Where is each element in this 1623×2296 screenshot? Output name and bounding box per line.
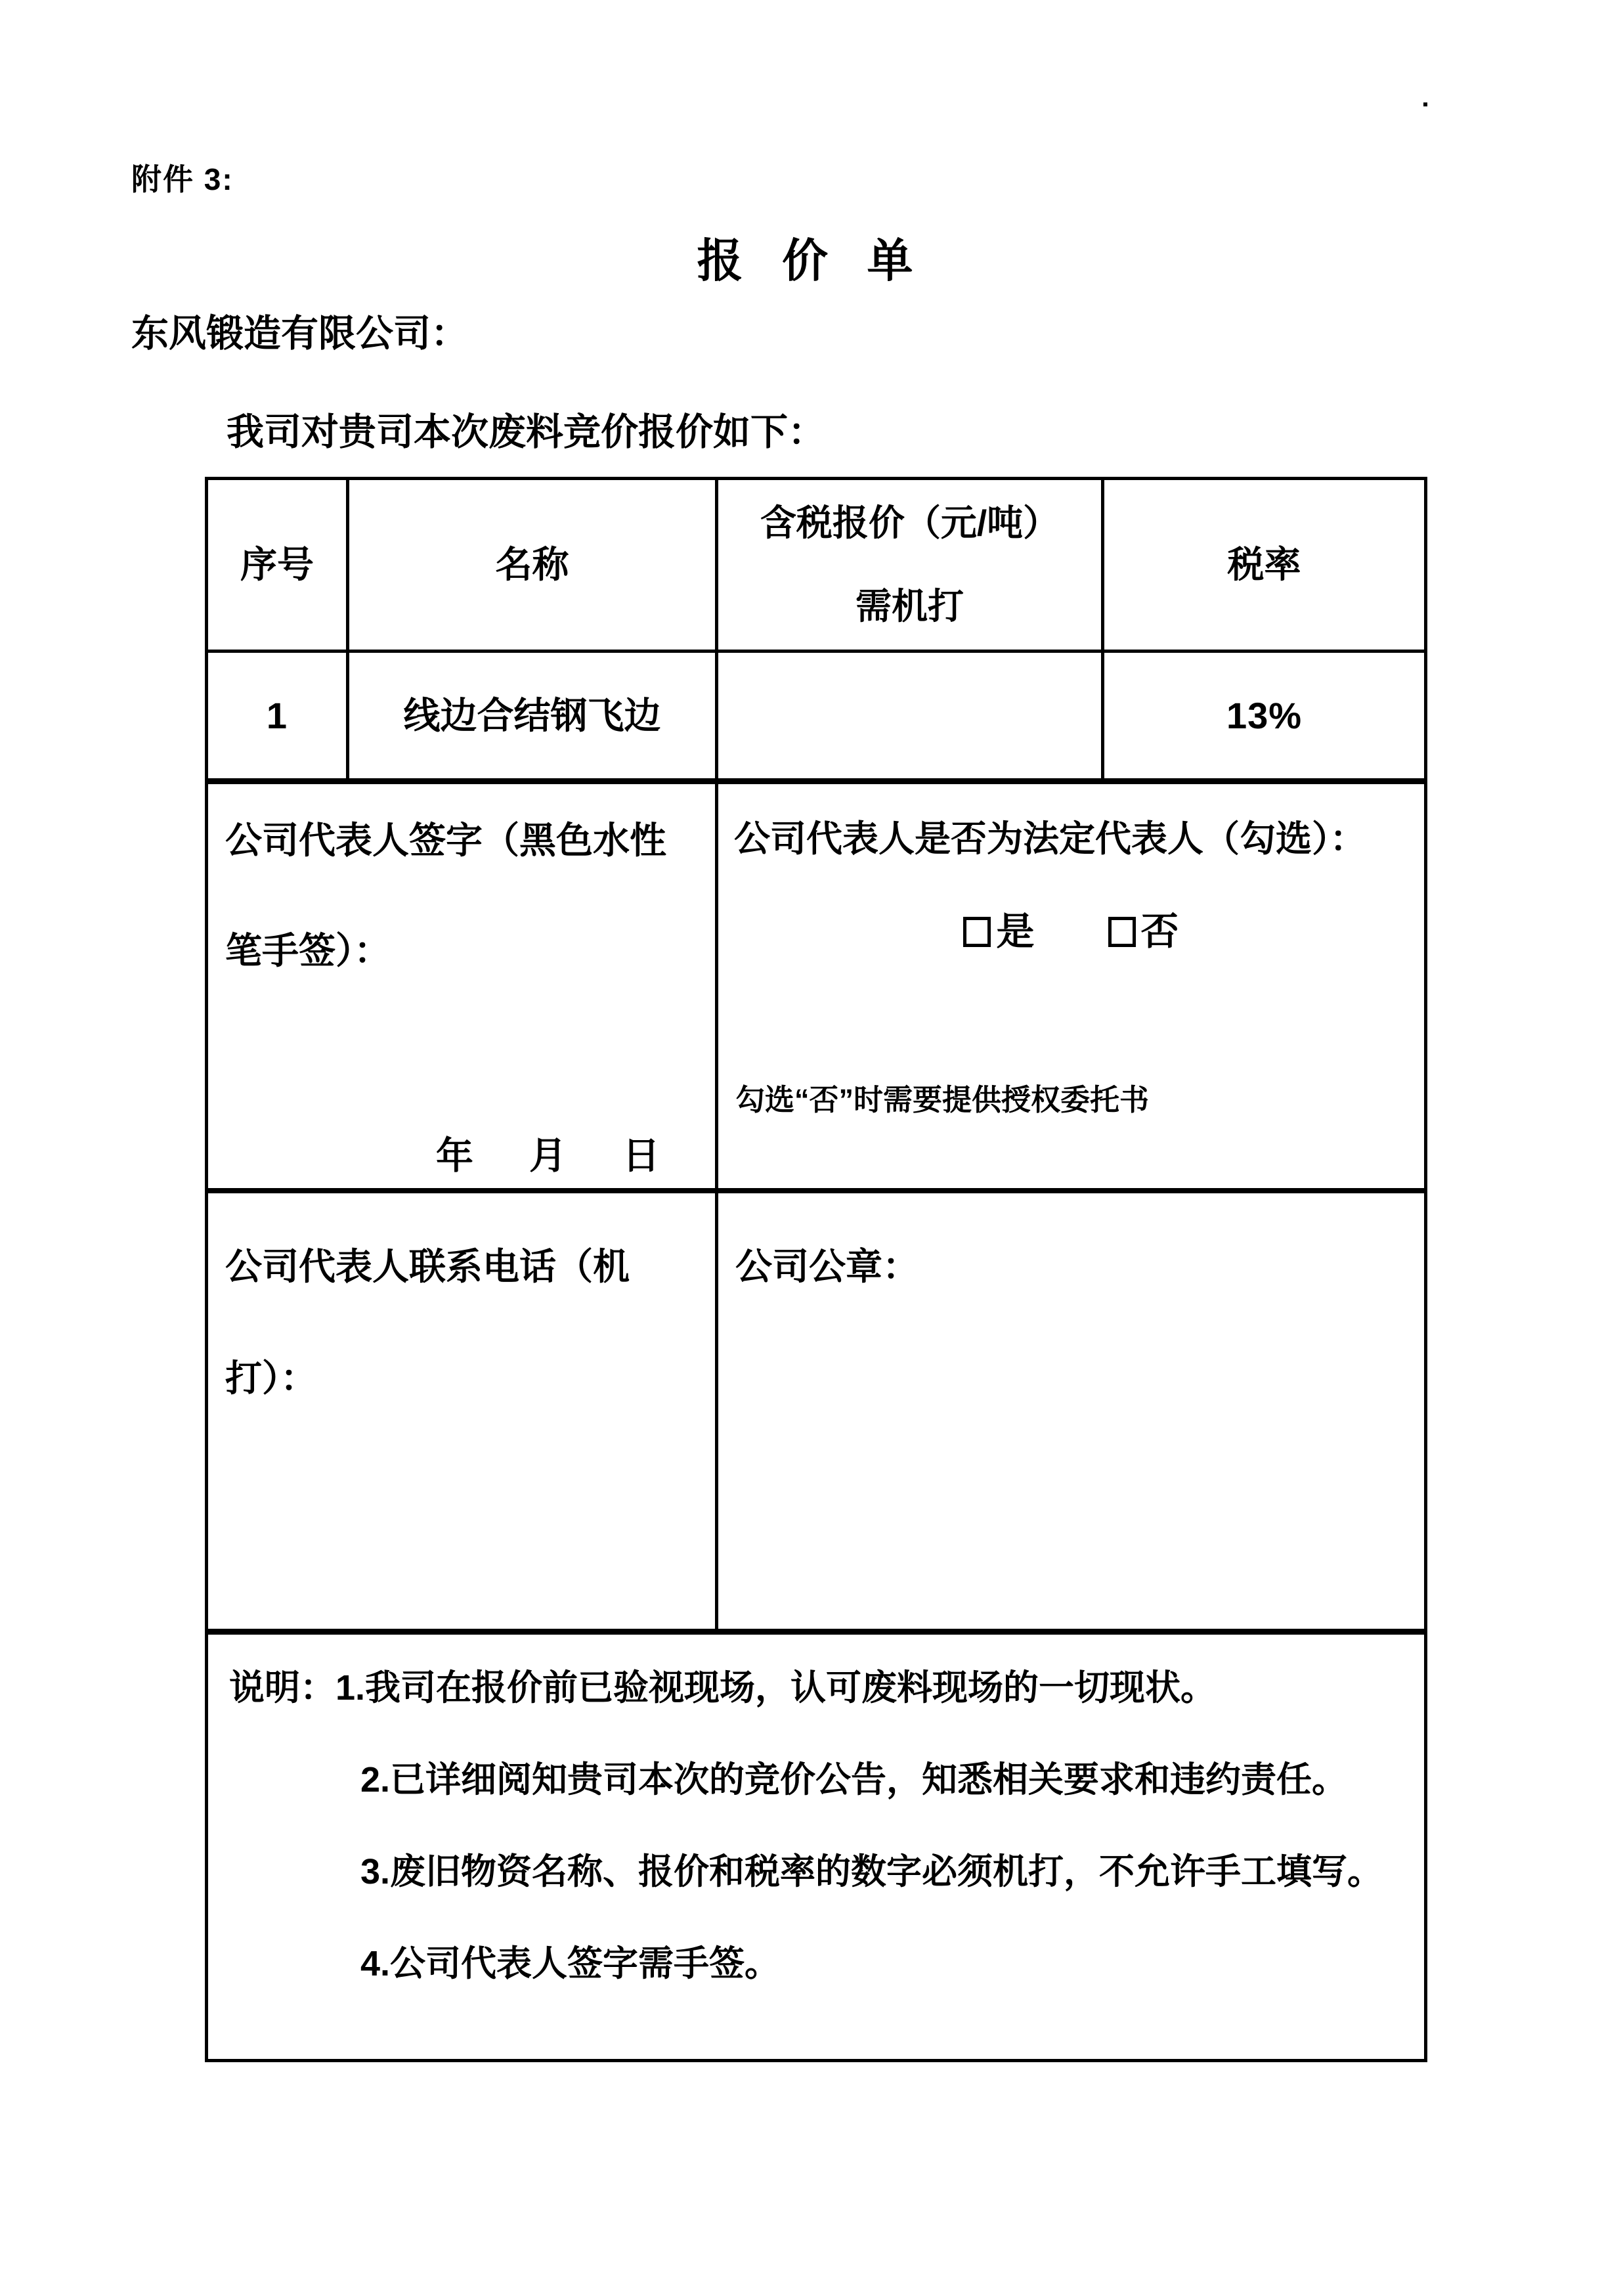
signature-date-line: 年 月 日 [436,1135,669,1177]
legal-rep-question: 公司代表人是否为法定代表人（勾选）： [734,818,1366,859]
header-price-line2: 需机打 [855,586,964,627]
header-tax-label: 税率 [1227,544,1301,585]
header-cell-price [718,480,1104,650]
intro-line: 我司对贵司本次废料竞价报价如下： [227,411,825,453]
note-item-1-text: 1.我司在报价前已验视现场，认可废料现场的一切现状。 [335,1668,1217,1708]
company-salutation: 东风锻造有限公司： [131,313,468,355]
company-seal-cell [718,1193,1424,1629]
checkbox-yes[interactable] [963,910,1035,953]
cell-item-name [349,653,718,778]
checkbox-yes-label: 是 [996,910,1035,953]
company-seal-label: 公司公章： [735,1246,919,1287]
price-value [718,653,1101,778]
header-cell-serial [208,480,349,650]
tax-rate-value: 13% [1226,694,1303,736]
authorization-note: 勾选“否”时需要提供授权委托书 [735,1083,1150,1116]
page-title: 报 价 单 [697,235,926,286]
header-cell-name [349,480,718,650]
phone-label-line1: 公司代表人联系电话（机 [225,1246,630,1287]
checkbox-no-box-icon [1108,917,1136,947]
attachment-label: 附件 3: [131,162,234,196]
header-serial-label: 序号 [240,544,314,585]
quotation-table [205,477,1427,2062]
phone-cell [208,1193,718,1629]
notes-label: 说明： [229,1668,335,1708]
legal-rep-options [718,910,1424,953]
notes-row [208,1635,1424,2059]
table-row [208,653,1424,784]
legal-rep-cell [718,784,1424,1188]
signature-label-line1: 公司代表人签字（黑色水性 [225,820,666,861]
checkbox-yes-box-icon [963,917,991,947]
item-name-value: 线边合结钢飞边 [403,694,661,736]
checkbox-no[interactable] [1108,910,1179,953]
note-item-4: 4.公司代表人签字需手签。 [360,1944,781,1983]
serial-value: 1 [266,694,288,736]
checkbox-no-label: 否 [1140,910,1179,953]
contact-row [208,1193,1424,1635]
note-item-1 [229,1670,1411,1706]
note-item-2: 2.已详细阅知贵司本次的竞价公告，知悉相关要求和违约责任。 [360,1760,1348,1799]
signature-cell [208,784,718,1188]
signature-label-line2: 笔手签）： [225,930,391,971]
scan-artifact-dot [1423,102,1427,106]
notes-cell [208,1635,1424,2059]
header-name-label: 名称 [495,544,569,585]
header-cell-tax-rate [1104,480,1424,650]
note-item-3: 3.废旧物资名称、报价和税率的数字必须机打，不允许手工填写。 [360,1852,1383,1891]
cell-tax-rate [1104,653,1424,778]
table-header-row [208,480,1424,653]
price-input-cell[interactable] [718,653,1104,778]
phone-label-line2: 打）： [225,1358,317,1399]
header-price-line1: 含税报价（元/吨） [760,502,1060,543]
cell-serial [208,653,349,778]
signature-row [208,784,1424,1193]
